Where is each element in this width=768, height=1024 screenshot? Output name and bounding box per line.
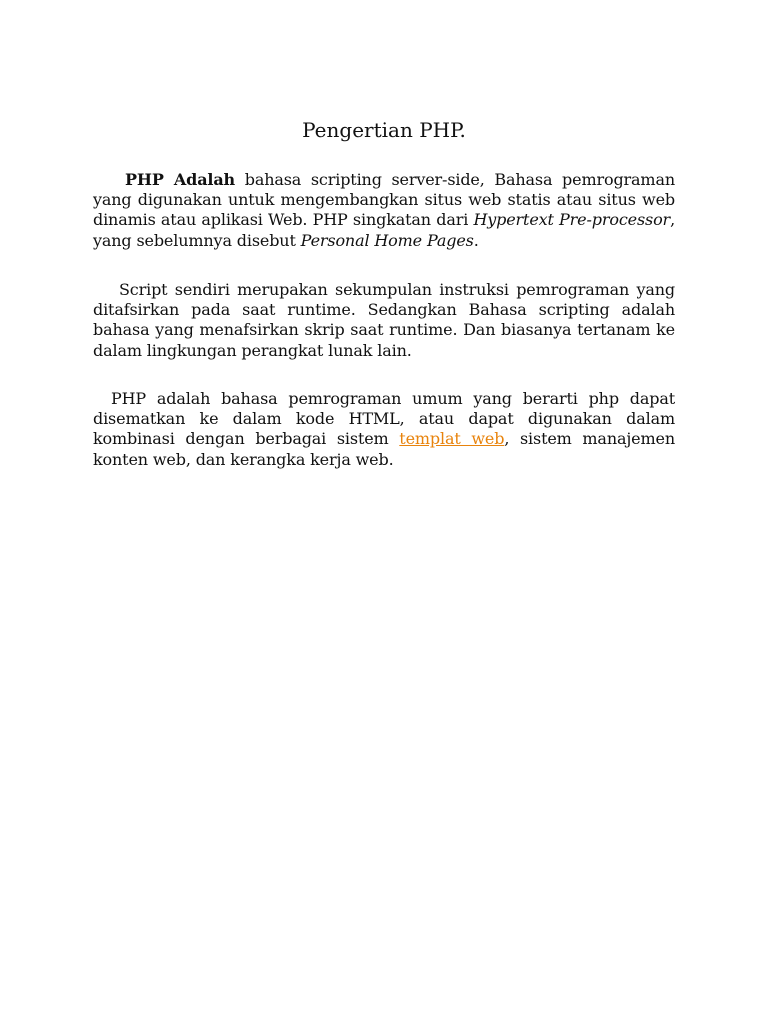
page-title: Pengertian PHP. bbox=[302, 118, 466, 142]
paragraph-usage bbox=[93, 389, 675, 470]
paragraph-script bbox=[93, 280, 675, 361]
para1-italic-a: Hypertext Pre-processor bbox=[473, 210, 671, 230]
para1-text-c: . bbox=[473, 230, 479, 250]
para1-text-b: , yang sebelumnya disebut bbox=[93, 210, 675, 250]
para1-italic-b: Personal Home Pages bbox=[300, 230, 474, 250]
templat-web-link[interactable]: templat web bbox=[399, 429, 505, 449]
paragraph-definition bbox=[93, 170, 675, 251]
bold-lead: PHP Adalah bbox=[125, 170, 236, 189]
para3-text-b: , sistem manajemen konten web, dan kerangka kerja web. bbox=[93, 429, 675, 469]
para1-text-a: bahasa scripting server-side, Bahasa pemrograman yang digunakan untuk mengembangkan situs web statis atau situs web dinamis atau aplikasi Web. PHP singkatan dari bbox=[93, 170, 675, 230]
para3-text-a: PHP adalah bahasa pemrograman umum yang berarti php dapat disematkan ke dalam kode HTML, atau dapat digunakan dalam kombinasi dengan berbagai sistem bbox=[93, 389, 675, 449]
para2-text: Script sendiri merupakan sekumpulan instruksi pemrograman yang ditafsirkan pada saat runtime. Sedangkan Bahasa scripting adalah bahasa yang menafsirkan skrip saat runtime. Dan biasanya tertanam ke dalam lingkungan perangkat lunak lain. bbox=[93, 280, 675, 360]
